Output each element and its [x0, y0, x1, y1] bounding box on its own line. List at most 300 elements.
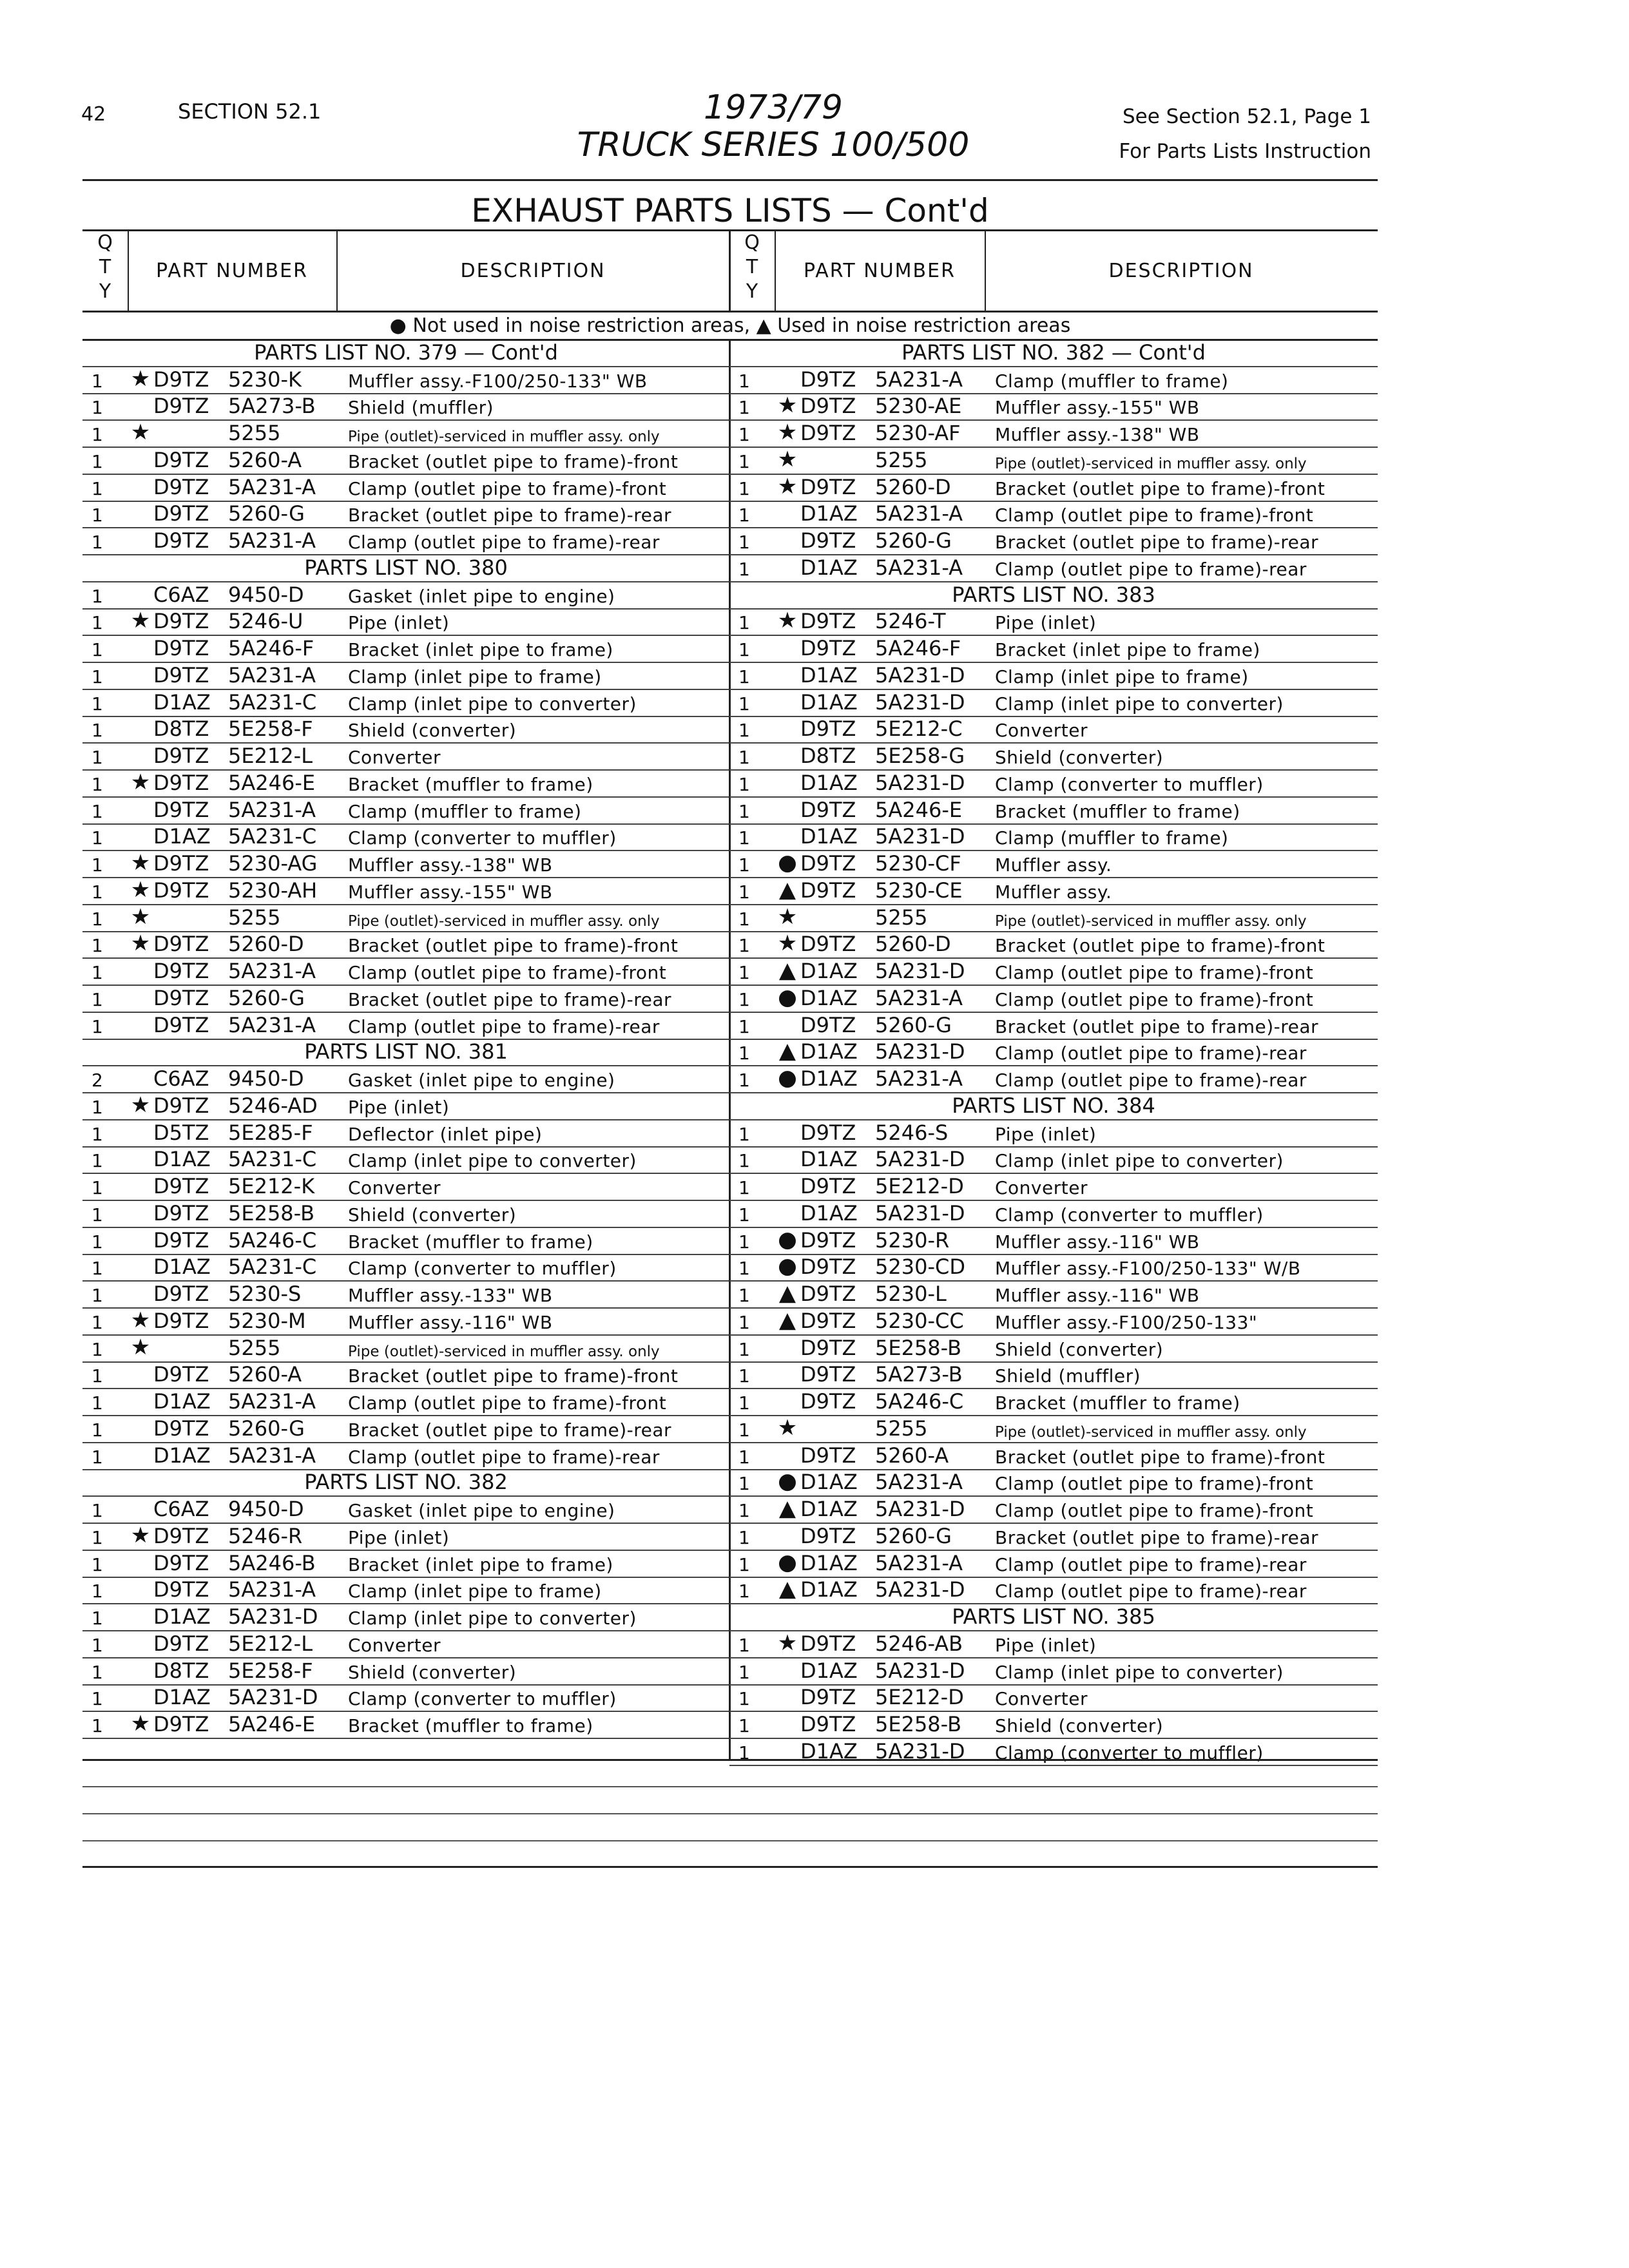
parts-row: [82, 421, 729, 448]
part-prefix: D9TZ: [153, 878, 209, 903]
parts-row: [729, 1201, 1378, 1228]
qty-cell: 1: [92, 1311, 103, 1333]
qty-cell: 1: [92, 1608, 103, 1629]
parts-row: [82, 1497, 729, 1524]
part-description: Clamp (outlet pipe to frame)-rear: [995, 558, 1307, 580]
title-series: TRUCK SERIES 100/500: [577, 126, 970, 164]
part-description: Clamp (converter to muffler): [348, 827, 617, 849]
parts-row: [729, 798, 1378, 825]
qty-cell: 1: [738, 908, 750, 930]
qty-cell: 1: [738, 1473, 750, 1495]
part-description: Bracket (inlet pipe to frame): [348, 639, 613, 660]
part-description: Pipe (outlet)-serviced in muffler assy. only: [995, 1423, 1307, 1441]
blank-ruled-line: [82, 1866, 1378, 1868]
part-basic-number: 5260-D: [228, 932, 304, 957]
part-prefix: D9TZ: [153, 1227, 209, 1253]
qty-cell: 1: [738, 1715, 750, 1736]
parts-row: [729, 1255, 1378, 1282]
part-prefix: D9TZ: [800, 528, 856, 553]
part-description: Clamp (outlet pipe to frame)-front: [995, 1473, 1314, 1495]
part-basic-number: 5A246-C: [228, 1227, 317, 1253]
parts-row: [729, 1524, 1378, 1551]
part-prefix: D9TZ: [153, 1174, 209, 1198]
qty-cell: 1: [92, 1446, 103, 1468]
part-basic-number: 5230-AE: [875, 394, 962, 419]
marker-icon: ★: [777, 392, 798, 419]
part-basic-number: 5A231-A: [875, 985, 963, 1010]
part-basic-number: 5A231-C: [228, 824, 317, 849]
qty-cell: 1: [92, 935, 103, 957]
part-basic-number: 5230-CC: [875, 1308, 964, 1333]
marker-icon: ★: [130, 903, 151, 930]
top-rule: [82, 179, 1378, 181]
parts-row: [82, 448, 729, 475]
part-description: Clamp (inlet pipe to frame): [348, 666, 602, 687]
parts-row: [82, 690, 729, 717]
part-prefix: D1AZ: [153, 1443, 211, 1468]
part-prefix: C6AZ: [153, 1497, 209, 1521]
part-prefix: D1AZ: [800, 1039, 858, 1064]
qty-cell: 1: [738, 450, 750, 472]
qty-header-right: [729, 231, 775, 311]
qty-letter-q: Q: [97, 231, 113, 254]
parts-row: [729, 959, 1378, 986]
marker-icon: ★: [130, 876, 151, 903]
part-basic-number: 5A231-D: [875, 959, 965, 983]
part-basic-number: 5E212-C: [875, 716, 963, 742]
reference-line-1: See Section 52.1, Page 1: [1122, 105, 1371, 128]
part-basic-number: 5230-AG: [228, 851, 318, 876]
part-basic-number: 5A231-C: [228, 689, 317, 715]
parts-list-heading: [729, 340, 1378, 367]
part-description: Muffler assy.-F100/250-133" WB: [348, 370, 648, 392]
qty-cell: 1: [92, 962, 103, 983]
parts-row: [82, 1363, 729, 1390]
qty-cell: 1: [92, 1150, 103, 1172]
qty-cell: 1: [738, 1661, 750, 1683]
parts-row: [82, 1524, 729, 1551]
part-description: Bracket (outlet pipe to frame)-front: [995, 1446, 1325, 1468]
part-description: Clamp (inlet pipe to frame): [995, 666, 1249, 687]
parts-list-heading: [82, 555, 729, 582]
qty-cell: 1: [92, 988, 103, 1010]
part-basic-number: 5E212-D: [875, 1174, 964, 1198]
part-prefix: D9TZ: [800, 1308, 856, 1333]
parts-list-heading: [729, 582, 1378, 610]
parts-list-heading-text: PARTS LIST NO. 380: [304, 555, 508, 580]
qty-cell: 1: [92, 1661, 103, 1683]
part-basic-number: 5246-R: [228, 1523, 303, 1548]
part-description: Bracket (outlet pipe to frame)-rear: [348, 505, 672, 526]
qty-cell: 2: [92, 1070, 103, 1091]
parts-row: [729, 1416, 1378, 1443]
part-basic-number: 5230-M: [228, 1308, 306, 1333]
part-basic-number: 5246-T: [875, 609, 946, 634]
qty-cell: 1: [92, 1204, 103, 1225]
marker-icon: ★: [130, 769, 151, 795]
part-prefix: C6AZ: [153, 1066, 209, 1091]
parts-row: [82, 1336, 729, 1363]
qty-cell: 1: [738, 1150, 750, 1172]
part-prefix: D9TZ: [800, 932, 856, 957]
parts-row: [729, 1066, 1378, 1093]
part-description: Shield (converter): [995, 747, 1164, 768]
part-prefix: D1AZ: [153, 1604, 211, 1629]
part-description: Clamp (outlet pipe to frame)-front: [995, 962, 1314, 983]
reference-line-2: For Parts Lists Instruction: [1119, 140, 1371, 163]
part-basic-number: 5A231-D: [875, 824, 965, 849]
part-basic-number: 5E212-K: [228, 1174, 315, 1198]
part-description: Clamp (outlet pipe to frame)-front: [995, 1500, 1314, 1521]
part-basic-number: 5A246-F: [875, 636, 961, 660]
part-description: Bracket (outlet pipe to frame)-front: [995, 935, 1325, 957]
part-basic-number: 5A246-E: [228, 770, 316, 795]
blank-ruled-line: [82, 1813, 1378, 1814]
part-basic-number: 5A273-B: [228, 394, 316, 419]
part-prefix: D9TZ: [153, 1631, 209, 1656]
part-basic-number: 5260-G: [875, 528, 952, 553]
part-description: Muffler assy.-133" WB: [348, 1285, 553, 1306]
qty-cell: 1: [738, 1688, 750, 1710]
part-prefix: D9TZ: [153, 797, 209, 822]
marker-icon: ★: [130, 930, 151, 957]
qty-cell: 1: [92, 1231, 103, 1253]
qty-cell: 1: [92, 881, 103, 903]
part-description: Gasket (inlet pipe to engine): [348, 585, 615, 607]
qty-cell: 1: [738, 1500, 750, 1521]
qty-cell: 1: [738, 424, 750, 445]
part-description: Bracket (muffler to frame): [348, 773, 593, 795]
part-basic-number: 5246-U: [228, 609, 304, 634]
qty-cell: 1: [738, 1338, 750, 1360]
parts-list-heading-text: PARTS LIST NO. 381: [304, 1039, 508, 1064]
qty-cell: 1: [92, 1365, 103, 1387]
part-basic-number: 5260-G: [228, 985, 305, 1010]
marker-icon: ▲: [778, 1576, 796, 1602]
part-prefix: D9TZ: [153, 959, 209, 983]
qty-cell: 1: [92, 800, 103, 822]
part-prefix: D9TZ: [800, 1389, 856, 1414]
part-description: Converter: [995, 720, 1088, 742]
parts-row: [82, 1174, 729, 1201]
part-description: Gasket (inlet pipe to engine): [348, 1070, 615, 1091]
description-header-left: DESCRIPTION: [460, 259, 606, 282]
part-basic-number: 5260-G: [875, 1523, 952, 1548]
qty-cell: 1: [738, 962, 750, 983]
part-basic-number: 5E212-L: [228, 744, 313, 768]
part-description: Converter: [995, 1177, 1088, 1198]
parts-row: [82, 798, 729, 825]
qty-cell: 1: [738, 1070, 750, 1091]
parts-row: [82, 1551, 729, 1578]
part-basic-number: 5255: [875, 1416, 928, 1441]
part-description: Clamp (converter to muffler): [348, 1688, 617, 1710]
marker-icon: ▲: [778, 957, 796, 983]
qty-cell: 1: [738, 881, 750, 903]
parts-row: [729, 986, 1378, 1013]
part-basic-number: 5A231-D: [875, 1577, 965, 1602]
parts-row: [729, 1389, 1378, 1416]
part-prefix: D1AZ: [153, 1389, 211, 1414]
blank-ruled-line: [82, 1786, 1378, 1787]
part-basic-number: 5A273-B: [875, 1362, 963, 1387]
part-description: Clamp (inlet pipe to frame): [348, 1581, 602, 1602]
part-basic-number: 5A246-C: [875, 1389, 964, 1414]
part-prefix: D9TZ: [153, 447, 209, 472]
part-prefix: D1AZ: [800, 1658, 858, 1683]
qty-cell: 1: [738, 1015, 750, 1037]
part-basic-number: 5255: [228, 421, 281, 445]
part-prefix: D1AZ: [800, 1200, 858, 1225]
part-basic-number: 5A246-E: [228, 1712, 316, 1736]
part-description: Shield (muffler): [995, 1365, 1141, 1387]
qty-cell: 1: [738, 720, 750, 742]
part-basic-number: 5260-A: [228, 1362, 302, 1387]
parts-row: [729, 555, 1378, 582]
parts-row: [82, 1631, 729, 1658]
parts-list-heading: [729, 1604, 1378, 1631]
part-prefix: D9TZ: [153, 501, 209, 526]
qty-cell: 1: [92, 747, 103, 768]
part-prefix: D1AZ: [800, 1470, 858, 1495]
part-prefix: D9TZ: [153, 1577, 209, 1602]
part-basic-number: 5A231-D: [875, 662, 965, 687]
qty-cell: 1: [92, 424, 103, 445]
part-prefix: D9TZ: [153, 1362, 209, 1387]
marker-icon: ●: [778, 1468, 797, 1495]
parts-list-heading: [729, 1093, 1378, 1120]
part-basic-number: 9450-D: [228, 582, 304, 607]
parts-row: [82, 717, 729, 744]
parts-row: [729, 1443, 1378, 1470]
marker-icon: ★: [777, 1629, 798, 1656]
part-basic-number: 5260-A: [875, 1443, 949, 1468]
qty-cell: 1: [92, 1526, 103, 1548]
part-basic-number: 5A231-A: [875, 501, 963, 526]
part-basic-number: 5A231-A: [228, 1389, 316, 1414]
part-prefix: D9TZ: [800, 1120, 856, 1145]
qty-cell: 1: [738, 666, 750, 687]
part-description: Clamp (inlet pipe to converter): [995, 693, 1284, 715]
part-description: Clamp (muffler to frame): [995, 370, 1229, 392]
qty-cell: 1: [738, 1365, 750, 1387]
qty-cell: 1: [92, 666, 103, 687]
qty-cell: 1: [738, 1177, 750, 1198]
part-prefix: D9TZ: [153, 609, 209, 634]
qty-cell: 1: [738, 370, 750, 392]
part-description: Muffler assy.-155" WB: [348, 881, 553, 903]
part-description: Bracket (outlet pipe to frame)-rear: [995, 1526, 1319, 1548]
qty-cell: 1: [738, 1419, 750, 1441]
marker-icon: ★: [130, 419, 151, 445]
qty-cell: 1: [92, 1688, 103, 1710]
qty-cell: 1: [92, 1634, 103, 1656]
marker-icon: ★: [130, 850, 151, 876]
parts-row: [82, 1712, 729, 1739]
part-prefix: D9TZ: [800, 474, 856, 499]
part-description: Pipe (outlet)-serviced in muffler assy. only: [995, 912, 1307, 930]
part-basic-number: 5A231-A: [228, 797, 316, 822]
parts-row: [729, 1470, 1378, 1497]
parts-list-heading-text: PARTS LIST NO. 382: [304, 1470, 508, 1495]
part-description: Pipe (inlet): [995, 1634, 1097, 1656]
part-description: Pipe (outlet)-serviced in muffler assy. only: [348, 912, 660, 930]
part-prefix: D9TZ: [800, 636, 856, 660]
qty-cell: 1: [738, 1311, 750, 1333]
parts-row: [82, 1148, 729, 1175]
marker-icon: ●: [778, 1549, 797, 1575]
title-years: 1973/79: [703, 88, 843, 127]
marker-icon: ★: [777, 1414, 798, 1441]
part-prefix: D9TZ: [800, 878, 856, 903]
qty-cell: 1: [738, 827, 750, 849]
part-basic-number: 5A231-A: [875, 367, 963, 392]
qty-cell: 1: [92, 505, 103, 526]
part-basic-number: 5A231-D: [875, 1658, 965, 1683]
part-prefix: D9TZ: [800, 1227, 856, 1253]
marker-icon: ★: [130, 1711, 151, 1736]
part-basic-number: 5260-A: [228, 447, 302, 472]
part-description: Converter: [348, 747, 441, 768]
part-basic-number: 5E258-B: [228, 1200, 315, 1225]
part-description: Clamp (inlet pipe to converter): [995, 1150, 1284, 1172]
part-basic-number: 5A231-D: [875, 1738, 965, 1763]
marker-icon: ★: [130, 1522, 151, 1548]
parts-row: [82, 1604, 729, 1631]
parts-row: [82, 1228, 729, 1255]
marker-icon: ★: [130, 1334, 151, 1360]
qty-cell: 1: [738, 1285, 750, 1306]
part-description: Muffler assy.-138" WB: [995, 424, 1200, 445]
part-basic-number: 5A231-A: [228, 1012, 316, 1037]
parts-row: [82, 771, 729, 798]
part-prefix: D9TZ: [153, 1712, 209, 1736]
qty-cell: 1: [92, 477, 103, 499]
part-description: Clamp (converter to muffler): [995, 1742, 1264, 1763]
part-description: Pipe (inlet): [348, 1526, 450, 1548]
marker-icon: ★: [130, 1307, 151, 1333]
part-description: Bracket (muffler to frame): [348, 1231, 593, 1253]
parts-row: [729, 1228, 1378, 1255]
part-basic-number: 5A231-C: [228, 1254, 317, 1280]
part-basic-number: 5230-CF: [875, 851, 961, 876]
parts-list-heading: [82, 1470, 729, 1497]
part-prefix: D9TZ: [153, 636, 209, 660]
part-basic-number: 5A231-A: [228, 528, 316, 553]
qty-cell: 1: [738, 1043, 750, 1064]
part-prefix: D9TZ: [153, 1200, 209, 1225]
qty-cell: 1: [738, 773, 750, 795]
part-description: Clamp (outlet pipe to frame)-rear: [995, 1553, 1307, 1575]
part-basic-number: 5E285-F: [228, 1120, 313, 1145]
parts-row: [82, 1389, 729, 1416]
part-prefix: D9TZ: [153, 1308, 209, 1333]
part-basic-number: 9450-D: [228, 1497, 304, 1521]
parts-row: [82, 475, 729, 502]
part-description: Pipe (inlet): [348, 1096, 450, 1118]
parts-row: [729, 367, 1378, 394]
part-prefix: D9TZ: [800, 1631, 856, 1656]
qty-cell: 1: [92, 397, 103, 419]
part-prefix: D9TZ: [153, 744, 209, 768]
part-prefix: D1AZ: [800, 959, 858, 983]
part-prefix: D1AZ: [800, 555, 858, 580]
parts-row: [82, 1255, 729, 1282]
qty-cell: 1: [738, 477, 750, 499]
parts-row: [82, 1658, 729, 1686]
parts-row: [729, 1497, 1378, 1524]
part-basic-number: 5E258-B: [875, 1712, 962, 1736]
part-description: Clamp (inlet pipe to converter): [348, 693, 637, 715]
parts-row: [729, 448, 1378, 475]
part-basic-number: 5A231-A: [875, 1066, 963, 1091]
parts-row: [729, 1040, 1378, 1067]
part-prefix: D1AZ: [153, 1147, 211, 1172]
part-prefix: D9TZ: [800, 1174, 856, 1198]
qty-cell: 1: [92, 1419, 103, 1441]
part-description: Clamp (outlet pipe to frame)-rear: [995, 1043, 1307, 1064]
part-basic-number: 5E212-L: [228, 1631, 313, 1656]
part-description: Muffler assy.-F100/250-133": [995, 1311, 1258, 1333]
part-prefix: D9TZ: [153, 1550, 209, 1575]
parts-row: [82, 959, 729, 986]
qty-letter-y: Y: [99, 280, 111, 303]
qty-cell: 1: [92, 693, 103, 715]
part-basic-number: 5A231-A: [875, 555, 963, 580]
qty-cell: 1: [92, 827, 103, 849]
part-basic-number: 5246-AB: [875, 1631, 963, 1656]
part-basic-number: 5A246-E: [875, 797, 963, 822]
part-prefix: D1AZ: [800, 1147, 858, 1172]
part-description: Clamp (outlet pipe to frame)-rear: [995, 1581, 1307, 1602]
part-description: Gasket (inlet pipe to engine): [348, 1500, 615, 1521]
part-prefix: D1AZ: [153, 689, 211, 715]
part-prefix: D9TZ: [153, 1012, 209, 1037]
part-basic-number: 5260-D: [875, 932, 951, 957]
qty-cell: 1: [738, 1204, 750, 1225]
marker-icon: ★: [777, 930, 798, 957]
parts-row: [729, 421, 1378, 448]
part-basic-number: 5E258-F: [228, 716, 313, 742]
parts-row: [729, 1120, 1378, 1148]
part-description: Clamp (outlet pipe to frame)-front: [348, 962, 667, 983]
parts-row: [729, 1309, 1378, 1336]
qty-cell: 1: [738, 1258, 750, 1280]
parts-list-heading-text: PARTS LIST NO. 379 — Cont'd: [254, 340, 558, 365]
marker-icon: ●: [778, 1226, 797, 1253]
part-description: Pipe (inlet): [348, 612, 450, 634]
parts-list-heading-text: PARTS LIST NO. 383: [952, 582, 1155, 607]
parts-row: [729, 1712, 1378, 1739]
part-prefix: D9TZ: [153, 474, 209, 499]
part-description: Bracket (inlet pipe to frame): [348, 1553, 613, 1575]
parts-row: [82, 663, 729, 690]
marker-icon: ●: [778, 1253, 797, 1280]
part-description: Clamp (outlet pipe to frame)-front: [995, 988, 1314, 1010]
part-basic-number: 5A231-D: [228, 1685, 318, 1710]
part-basic-number: 5230-K: [228, 367, 302, 392]
part-description: Bracket (outlet pipe to frame)-rear: [995, 532, 1319, 553]
part-description: Clamp (outlet pipe to frame)-front: [995, 505, 1314, 526]
marker-icon: ▲: [778, 876, 796, 903]
part-prefix: D9TZ: [153, 1093, 209, 1118]
qty-cell: 1: [92, 1285, 103, 1306]
part-basic-number: 5A231-A: [228, 474, 316, 499]
part-prefix: D9TZ: [800, 367, 856, 392]
part-description: Clamp (inlet pipe to converter): [348, 1150, 637, 1172]
part-basic-number: 5E212-D: [875, 1685, 964, 1710]
part-description: Pipe (inlet): [995, 1123, 1097, 1145]
